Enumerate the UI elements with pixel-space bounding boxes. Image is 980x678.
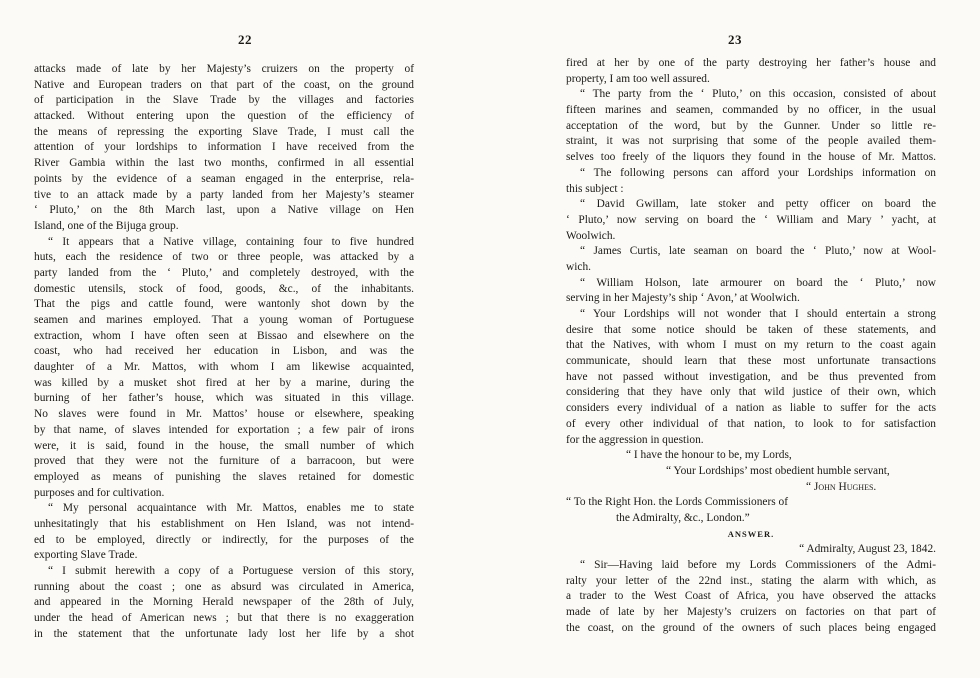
text-line: for the aggression in question. — [566, 433, 704, 446]
text-line: “ James Curtis, late seaman on board the ‘ Pluto,’ now at Wool- — [580, 245, 936, 258]
text-line: attacked. Without entering upon the question of the efficiency of — [34, 110, 414, 123]
text-line: and appeared in the Morning Herald newspaper of the 28th of July, — [34, 596, 414, 609]
text-line: wich. — [566, 260, 591, 273]
text-line: seamen and marines employed. That a young woman of Portuguese — [34, 314, 414, 326]
text-line: “ William Holson, late armourer on board the ‘ Pluto,’ now — [580, 276, 936, 289]
page-number: 22 — [238, 32, 252, 47]
text-line: of participation in the Slave Trade by the villages and factories — [34, 94, 414, 107]
text-line: “ Sir—Having laid before my Lords Commissioners of the Admi- — [580, 559, 936, 571]
text-line: desire that some notice should be taken of these statements, and — [566, 323, 936, 336]
text-line: “ John Hughes. — [806, 480, 877, 493]
text-line: “ The following persons can afford your Lordships information on — [580, 166, 936, 179]
text-line: exporting Slave Trade. — [34, 549, 138, 562]
text-line: attention of your lordships to information I have received from the — [34, 141, 414, 154]
text-line: “ The party from the ‘ Pluto,’ on this occasion, consisted of about — [580, 88, 936, 101]
text-line: “ Your Lordships will not wonder that I should entertain a strong — [580, 308, 936, 320]
text-line: Woolwich. — [566, 229, 616, 242]
text-line: considers every individual of a nation as liable to suffer for the acts — [566, 402, 936, 415]
right-page — [490, 0, 980, 678]
text-line: No slaves were found in Mr. Mattos’ house or elsewhere, speaking — [34, 408, 414, 421]
text-line: Island, one of the Bijuga group. — [34, 219, 179, 232]
text-line: by that name, of slaves intended for exportation ; a few pair of irons — [34, 423, 414, 436]
page-number: 23 — [728, 32, 742, 47]
text-line: of every other individual of that nation, to look to for satisfaction — [566, 417, 936, 430]
text-line: ‘ Pluto,’ on the 8th March last, upon a Native village on Hen — [34, 204, 414, 217]
text-line: “ To the Right Hon. the Lords Commissioners of — [566, 496, 789, 509]
text-line: have not passed without investigation, and be thus prevented from — [566, 370, 936, 383]
text-line: “ My personal acquaintance with Mr. Mattos, enables me to state — [48, 502, 414, 515]
text-line: coast, who had received her education in Lisbon, and was the — [34, 345, 414, 358]
text-line: employed as means of punishing the slaves retained for domestic — [34, 470, 414, 483]
text-line: straint, it was not surprising that some of the people availed them- — [566, 135, 936, 148]
text-line: property, I am too well assured. — [566, 72, 710, 85]
text-line: running about the coast ; one as absurd was circulated in America, — [34, 580, 414, 593]
text-line: under the head of American news ; but that there is no exaggeration — [34, 612, 414, 625]
text-line: made of late by her Majesty’s cruizers on factories on that part of — [566, 606, 936, 619]
text-line: were, it is said, found in the house, the small number of which — [34, 439, 414, 452]
text-line: extraction, whom I have often seen at Bissao and elsewhere on the — [34, 329, 414, 342]
text-line: serving in her Majesty’s ship ‘ Avon,’ at Woolwich. — [566, 292, 800, 305]
text-line: “ Admiralty, August 23, 1842. — [799, 543, 936, 556]
text-line: points by the evidence of a seaman engaged in the enterprise, rela- — [34, 172, 414, 185]
text-line: “ David Gwillam, late stoker and petty officer on board the — [580, 198, 936, 211]
text-line: party landed from the ‘ Pluto,’ and completely destroyed, with the — [34, 266, 414, 279]
text-line: Native and European traders on that part of the coast, on the ground — [34, 78, 414, 91]
text-line: “ It appears that a Native village, containing four to five hundred — [48, 235, 414, 248]
text-line: fired at her by one of the party destroying her father’s house and — [566, 57, 936, 69]
text-line: burning of her father’s house, which was situated in this village. — [34, 392, 414, 405]
text-line: attacks made of late by her Majesty’s cruizers on the property of — [34, 63, 414, 75]
text-line: ed to be employed, directly or indirectly, for the purposes of the — [34, 533, 414, 546]
text-line: huts, each the residence of two or three people, was attacked by a — [34, 251, 414, 264]
text-line: That the pigs and cattle found, were wantonly shot down by the — [34, 298, 414, 311]
text-line: in the statement that the unfortunate lady lost her life by a shot — [34, 627, 414, 640]
text-line: considering that they have only that wild justice of their own, which — [566, 386, 936, 399]
text-line: unhesitatingly that his establishment on Hen Island, was not intend- — [34, 517, 414, 530]
text-line: “ I submit herewith a copy of a Portuguese version of this story, — [48, 565, 414, 577]
body-text — [34, 62, 414, 642]
text-line: purposes and for cultivation. — [34, 486, 165, 499]
text-line: was killed by a musket shot fired at her by a marine, during the — [34, 376, 414, 389]
text-line: the means of repressing the exporting Slave Trade, I must call the — [34, 125, 414, 138]
text-line: “ I have the honour to be, my Lords, — [626, 449, 792, 462]
text-line: fifteen marines and seamen, commanded by no officer, in the usual — [566, 104, 936, 117]
body-text — [566, 56, 936, 636]
text-line: the coast, on the ground of the owners of such places being engaged — [566, 621, 936, 634]
text-line: a trader to the West Coast of Africa, you have observed the attacks — [566, 590, 936, 603]
text-line: selves too freely of the liquors they found in the house of Mr. Mattos. — [566, 151, 936, 164]
text-line: daughter of a Mr. Mattos, with whom I am likewise acquainted, — [34, 361, 414, 374]
text-line: River Gambia within the last two months, confirmed in all essential — [34, 157, 414, 170]
text-line: ‘ Pluto,’ now serving on board the ‘ William and Mary ’ yacht, at — [566, 213, 936, 226]
text-line: domestic utensils, stock of food, goods, &c., of the inhabitants. — [34, 282, 414, 295]
text-line: tive to an attack made by a party landed from her Majesty’s steamer — [34, 188, 414, 201]
text-line: ANSWER. — [727, 528, 775, 539]
text-line: this subject : — [566, 182, 624, 195]
text-line: the Admiralty, &c., London.” — [616, 511, 750, 524]
text-line: ralty your letter of the 22nd inst., stating the alarm with which, as — [566, 574, 936, 587]
text-line: communicate, should learn that these most unfortunate transactions — [566, 355, 936, 368]
text-line: that the Natives, with whom I must on my return to the coast again — [566, 339, 936, 352]
text-line: acceptation of the word, but by the Gunner. Under so little re- — [566, 119, 936, 132]
text-line: proved that they were not the furniture of a barracoon, but were — [34, 455, 414, 468]
text-line: “ Your Lordships’ most obedient humble servant, — [666, 464, 890, 477]
